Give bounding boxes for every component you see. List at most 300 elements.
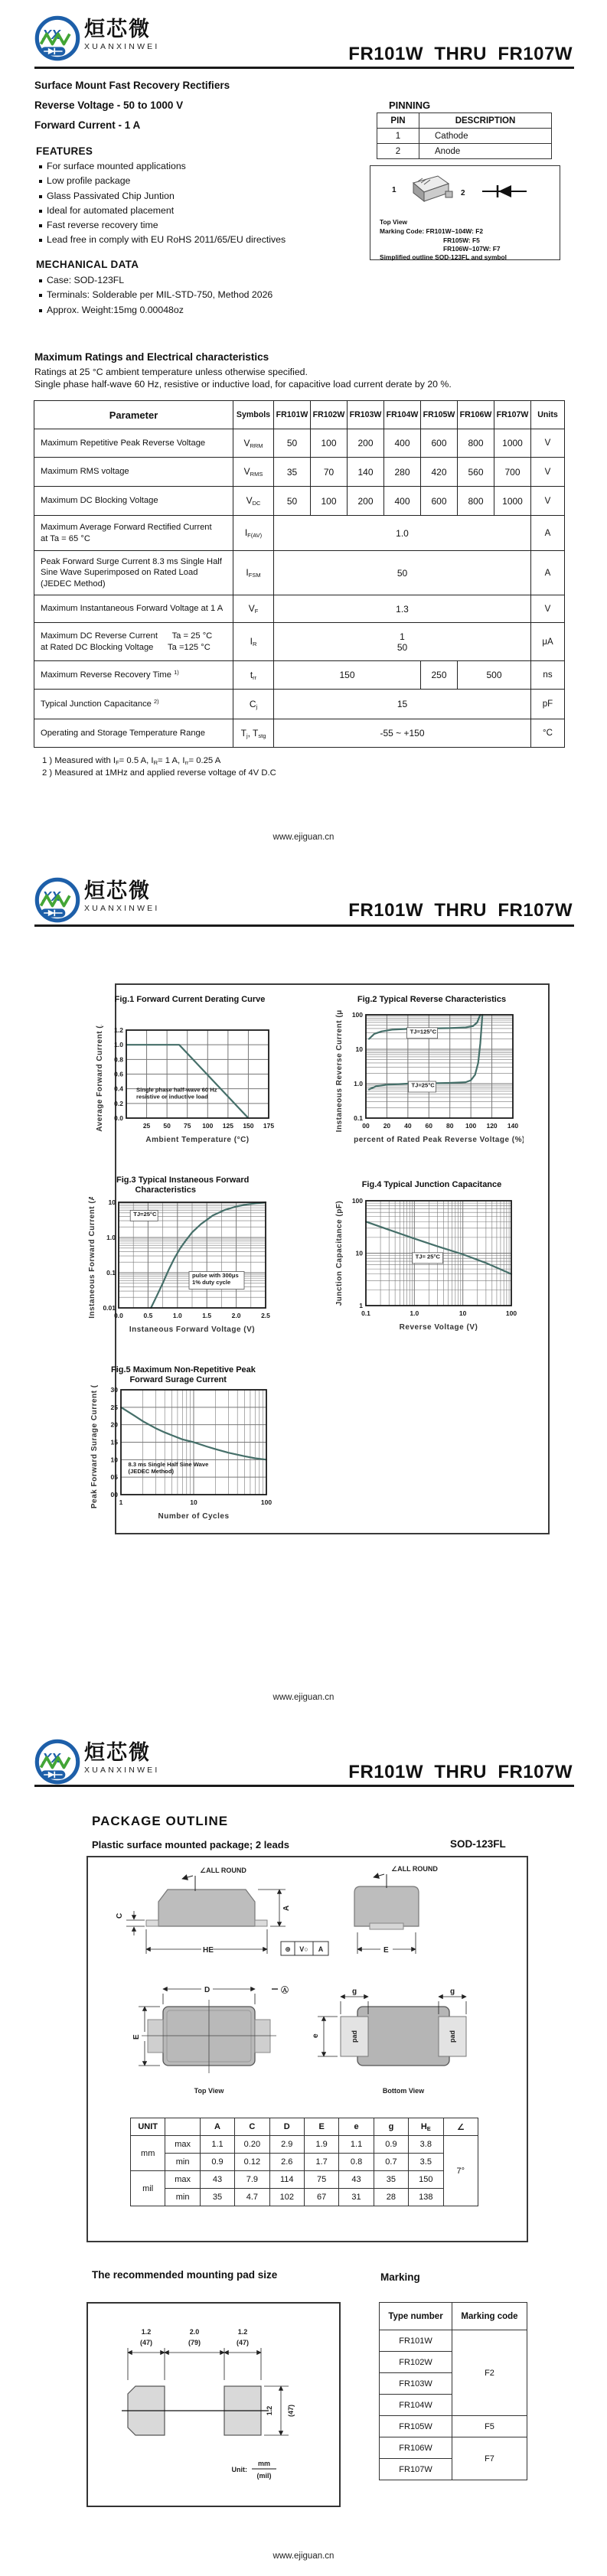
- svg-text:100: 100: [351, 1011, 363, 1019]
- pad-dim: 1.2: [266, 2405, 273, 2416]
- dim-value: 1.1: [200, 2136, 234, 2154]
- dim-row: [131, 2189, 478, 2206]
- dimension-table: [130, 2118, 478, 2206]
- ratings-value: 1000: [494, 429, 531, 458]
- svg-text:TJ=125°C: TJ=125°C: [410, 1028, 437, 1035]
- ratings-symbol: $V_{RRM}$: [233, 429, 274, 458]
- ratings-value: 420: [421, 458, 458, 487]
- svg-text:0.0: 0.0: [114, 1114, 123, 1122]
- fig2-svg: [334, 1009, 524, 1149]
- logo-monogram: XX: [42, 27, 61, 43]
- feature-item: For surface mounted applications: [38, 159, 286, 174]
- svg-text:100: 100: [465, 1122, 477, 1130]
- svg-text:10: 10: [190, 1498, 197, 1506]
- brand-name-cn: 烜芯微: [84, 879, 151, 902]
- ratings-col-header: Symbols: [233, 401, 274, 429]
- all-round-label: ∠ALL ROUND: [200, 1867, 246, 1874]
- marking-row: [380, 2330, 527, 2352]
- pin2-label: 2: [461, 189, 465, 197]
- pinning-row: [377, 129, 552, 144]
- dim-value: 114: [269, 2171, 304, 2189]
- dim-row: [131, 2171, 478, 2189]
- ratings-row: [34, 623, 565, 661]
- ratings-value: 1.3: [274, 595, 531, 623]
- ratings-value: 1.0: [274, 516, 531, 551]
- ratings-condition: Ratings at 25 °C ambient temperature unless otherwise specified.: [34, 367, 308, 377]
- logo-monogram: XX: [42, 1750, 61, 1766]
- brand-name-cn: 烜芯微: [84, 18, 151, 41]
- svg-text:10: 10: [110, 1456, 118, 1464]
- svg-text:1.5: 1.5: [202, 1312, 212, 1319]
- tolerance-cell: V○: [299, 1945, 308, 1953]
- ratings-value: 140: [348, 458, 384, 487]
- dim-E-label: E: [132, 2034, 141, 2040]
- ratings-unit: V: [531, 429, 565, 458]
- mechanical-item: Approx. Weight:15mg 0.00048oz: [38, 303, 272, 318]
- bottom-view-caption: Bottom View: [382, 2087, 425, 2095]
- svg-text:15: 15: [110, 1438, 118, 1446]
- dim-E-label: E: [383, 1946, 389, 1955]
- package-3d-icon: [403, 172, 453, 206]
- mechanical-item: Terminals: Solderable per MIL-STD-750, Method 2026: [38, 288, 272, 302]
- dim-value: 138: [409, 2189, 443, 2206]
- svg-text:10: 10: [355, 1249, 363, 1257]
- svg-text:1: 1: [119, 1498, 123, 1506]
- feature-item: Ideal for automated placement: [38, 204, 286, 218]
- mechanical-list: [38, 273, 272, 318]
- ratings-value: 600: [421, 487, 458, 516]
- ratings-symbol: $I_R$: [233, 623, 274, 661]
- fig5-xlabel: Number of Cycles: [158, 1512, 230, 1521]
- pinning-col-header: DESCRIPTION: [419, 113, 552, 129]
- ratings-symbol: $V_{RMS}$: [233, 458, 274, 487]
- pinning-heading: PINNING: [389, 99, 431, 111]
- svg-text:1.2: 1.2: [114, 1026, 123, 1034]
- dim-minmax: max: [165, 2136, 200, 2154]
- svg-text:0.01: 0.01: [103, 1304, 116, 1312]
- package-outline-box: [86, 1856, 528, 2242]
- svg-text:0.8: 0.8: [114, 1055, 123, 1064]
- dim-value: 150: [409, 2171, 443, 2189]
- svg-text:10: 10: [355, 1045, 363, 1053]
- doc-title: FR101W THRU FR107W: [348, 1762, 573, 1782]
- ratings-symbol: $I_{FSM}$: [233, 551, 274, 595]
- dim-unit: mil: [131, 2171, 165, 2206]
- pinning-cell: Cathode: [419, 129, 552, 144]
- pad-dim-mil: (47): [139, 2339, 153, 2346]
- dim-value: 0.7: [374, 2154, 408, 2171]
- ratings-parameter: Maximum Reverse Recovery Time $^{1)}$: [34, 661, 233, 690]
- ratings-unit: A: [531, 516, 565, 551]
- dim-value: 28: [374, 2189, 408, 2206]
- ratings-symbol: $T_j$, $T_{stg}$: [233, 719, 274, 748]
- svg-text:25: 25: [142, 1122, 151, 1130]
- dim-value: 67: [304, 2189, 338, 2206]
- ratings-value: 50: [274, 551, 531, 595]
- dim-value: 35: [200, 2189, 234, 2206]
- unit-label: Unit:: [231, 2466, 247, 2473]
- svg-text:0.1: 0.1: [354, 1114, 363, 1122]
- ratings-col-header: Units: [531, 401, 565, 429]
- svg-text:10: 10: [108, 1198, 116, 1206]
- fig4-title: Fig.4 Typical Junction Capacitance: [361, 1180, 502, 1189]
- footnote-1: 1 ) Measured with $I_F= 0.5$ A, $I_R= 1$ A, $I_{rr}= 0.25$ A: [42, 756, 221, 766]
- header-rule: [34, 67, 574, 69]
- dim-value: 1.1: [339, 2136, 374, 2154]
- package-subheading: Plastic surface mounted package; 2 leads: [92, 1839, 289, 1850]
- svg-text:75: 75: [183, 1122, 191, 1130]
- ratings-symbol: $I_{F(AV)}$: [233, 516, 274, 551]
- brand-logo: [34, 1739, 160, 1786]
- pin1-label: 1: [392, 186, 397, 194]
- ratings-col-header: FR102W: [311, 401, 348, 429]
- dim-col-header: [165, 2118, 200, 2136]
- ratings-row: [34, 487, 565, 516]
- dim-col-header: A: [200, 2118, 234, 2136]
- svg-text:125: 125: [222, 1122, 233, 1130]
- pad-dim: 2.0: [189, 2328, 200, 2336]
- dim-col-header: E: [304, 2118, 338, 2136]
- ratings-col-header: FR107W: [494, 401, 531, 429]
- dim-value: 31: [339, 2189, 374, 2206]
- ratings-condition: Single phase half-wave 60 Hz, resistive or inductive load, for capacitive load current derate by 20 %.: [34, 379, 452, 390]
- ratings-value: 700: [494, 458, 531, 487]
- mounting-pad-box: [86, 2302, 341, 2507]
- feature-item: Low profile package: [38, 174, 286, 188]
- feature-item: Glass Passivated Chip Juntion: [38, 189, 286, 204]
- dim-value: 102: [269, 2189, 304, 2206]
- marking-code: F5: [452, 2416, 527, 2437]
- dim-g-label: g: [352, 1987, 357, 1996]
- svg-text:25: 25: [110, 1403, 118, 1411]
- marking-type: FR102W: [380, 2352, 452, 2373]
- pad-dim-mil: (47): [236, 2339, 250, 2346]
- fig3-curve-0: [151, 1202, 266, 1308]
- fig5-svg: [89, 1384, 277, 1525]
- svg-text:1% duty cycle: 1% duty cycle: [192, 1278, 231, 1286]
- ratings-symbol: $V_{DC}$: [233, 487, 274, 516]
- svg-text:2.5: 2.5: [261, 1312, 270, 1319]
- svg-text:1.0: 1.0: [106, 1234, 116, 1241]
- dim-value: 0.20: [235, 2136, 269, 2154]
- outline-note-box: [370, 165, 560, 260]
- ratings-symbol: $t_{rr}$: [233, 661, 274, 690]
- ratings-value: 100: [311, 429, 348, 458]
- pinning-cell: 1: [377, 129, 419, 144]
- unit-denominator: (mil): [256, 2472, 272, 2480]
- dim-value: 4.7: [235, 2189, 269, 2206]
- marking-col-header: Type number: [380, 2303, 452, 2330]
- dim-unit: mm: [131, 2136, 165, 2171]
- ratings-parameter: Maximum Repetitive Peak Reverse Voltage: [34, 429, 233, 458]
- ratings-unit: V: [531, 458, 565, 487]
- dim-value: 43: [339, 2171, 374, 2189]
- dim-D-label: D: [204, 1986, 210, 1994]
- pinning-table: [377, 112, 552, 159]
- marking-code-note: FR105W: F5: [443, 236, 480, 244]
- dim-value: 43: [200, 2171, 234, 2189]
- outline-caption: Simplified outline SOD-123FL and symbol: [380, 253, 507, 261]
- ratings-table: [34, 400, 565, 748]
- pad-dim: 1.2: [141, 2328, 152, 2336]
- ratings-value: 800: [458, 487, 494, 516]
- svg-text:50: 50: [163, 1122, 171, 1130]
- svg-text:20: 20: [110, 1420, 118, 1429]
- subtitle-line: Forward Current - 1 A: [34, 119, 141, 131]
- svg-text:40: 40: [404, 1122, 412, 1130]
- marking-code-note: FR106W~107W: F7: [443, 245, 501, 253]
- fig3-title: Fig.3 Typical Instaneous Forward Characteristics: [116, 1176, 250, 1195]
- header-rule: [34, 924, 574, 927]
- dim-value: 0.9: [374, 2136, 408, 2154]
- footer-url: www.ejiguan.cn: [272, 833, 335, 842]
- ratings-col-header: FR103W: [348, 401, 384, 429]
- ratings-parameter: Maximum Average Forward Rectified Current at Ta = 65 °C: [34, 516, 233, 551]
- pad-dim-mil: (79): [188, 2339, 201, 2346]
- svg-text:120: 120: [486, 1122, 498, 1130]
- fig1-ylabel: Average Forward Current (A): [96, 1025, 104, 1132]
- features-list: [38, 159, 286, 248]
- svg-text:0.1: 0.1: [106, 1269, 116, 1277]
- package-outline-drawing: [88, 1857, 527, 2116]
- logo-monogram: XX: [42, 889, 61, 904]
- brand-logo: [34, 15, 160, 63]
- marking-row: [380, 2437, 527, 2459]
- ratings-symbol: $V_F$: [233, 595, 274, 623]
- svg-text:0.6: 0.6: [114, 1070, 123, 1078]
- page-2: [0, 872, 607, 1737]
- dim-col-header: C: [235, 2118, 269, 2136]
- dim-minmax: min: [165, 2189, 200, 2206]
- dim-value: 75: [304, 2171, 338, 2189]
- page-1: [0, 0, 607, 872]
- ratings-value: 250: [421, 661, 458, 690]
- tolerance-cell: A: [318, 1945, 324, 1953]
- marking-row: [380, 2416, 527, 2437]
- svg-text:2.0: 2.0: [231, 1312, 241, 1319]
- ratings-row: [34, 429, 565, 458]
- svg-text:0.0: 0.0: [114, 1312, 123, 1319]
- svg-text:resistive or inductive load: resistive or inductive load: [136, 1093, 208, 1101]
- pad-dim: 1.2: [237, 2328, 248, 2336]
- svg-text:80: 80: [445, 1122, 454, 1130]
- ratings-row: [34, 661, 565, 690]
- xxw-logo-icon: [34, 877, 80, 924]
- pinning-cell: 2: [377, 144, 419, 159]
- fig5-chart: [89, 1384, 277, 1529]
- ratings-symbol: $C_j$: [233, 690, 274, 719]
- fig4-svg: [334, 1195, 522, 1336]
- mechanical-item: Case: SOD-123FL: [38, 273, 272, 288]
- dim-col-header: D: [269, 2118, 304, 2136]
- xxw-logo-icon: [34, 15, 80, 63]
- feature-item: Lead free in comply with EU RoHS 2011/65/EU directives: [38, 233, 286, 247]
- dim-HE-label: HE: [203, 1946, 214, 1955]
- ratings-value: 500: [458, 661, 531, 690]
- svg-text:175: 175: [263, 1122, 275, 1130]
- dim-value: 3.5: [409, 2154, 443, 2171]
- xxw-logo-icon: [34, 1739, 80, 1786]
- footer-url: www.ejiguan.cn: [272, 2552, 335, 2561]
- dim-value: 0.8: [339, 2154, 374, 2171]
- fig1-chart: [94, 1025, 279, 1153]
- dim-col-header: e: [339, 2118, 374, 2136]
- tolerance-cell: ⊕: [285, 1945, 291, 1953]
- brand-name-en: XUANXINWEI: [84, 903, 160, 913]
- ratings-unit: V: [531, 487, 565, 516]
- brand-logo: [34, 877, 160, 924]
- fig2-title: Fig.2 Typical Reverse Characteristics: [357, 995, 507, 1004]
- ratings-value: 600: [421, 429, 458, 458]
- svg-text:1.0: 1.0: [114, 1041, 123, 1049]
- svg-text:0.4: 0.4: [114, 1084, 123, 1093]
- feature-item: Fast reverse recovery time: [38, 218, 286, 233]
- ratings-row: [34, 719, 565, 748]
- dim-minmax: min: [165, 2154, 200, 2171]
- dim-col-header: ∠: [443, 2118, 478, 2136]
- fig3-svg: [86, 1197, 276, 1339]
- footnote-2: 2 ) Measured at 1MHz and applied reverse voltage of 4V D.C: [42, 768, 276, 778]
- fig1-xlabel: Ambient Temperature (°C): [145, 1136, 250, 1144]
- fig4-curve-0: [366, 1221, 511, 1274]
- brand-name-en: XUANXINWEI: [84, 1765, 160, 1775]
- ratings-parameter: Maximum DC Blocking Voltage: [34, 487, 233, 516]
- fig4-ylabel: Junction Capacitance (pF): [335, 1200, 344, 1306]
- pad-label: pad: [351, 2030, 358, 2043]
- svg-text:100: 100: [351, 1197, 363, 1205]
- dim-value: 2.6: [269, 2154, 304, 2171]
- svg-text:TJ= 25°C: TJ= 25°C: [415, 1253, 440, 1260]
- marking-type: FR105W: [380, 2416, 452, 2437]
- ratings-parameter: Typical Junction Capacitance $^{2)}$: [34, 690, 233, 719]
- ratings-value: 35: [274, 458, 311, 487]
- all-round-label: ∠ALL ROUND: [391, 1865, 438, 1873]
- marking-type: FR106W: [380, 2437, 452, 2459]
- mounting-pad-drawing: [88, 2304, 339, 2506]
- fig3-xlabel: Instaneous Forward Voltage (V): [129, 1325, 256, 1334]
- dim-row: [131, 2154, 478, 2171]
- svg-text:0.5: 0.5: [143, 1312, 153, 1319]
- marking-heading: Marking: [380, 2271, 420, 2283]
- ratings-value: 100: [311, 487, 348, 516]
- ratings-row: [34, 551, 565, 595]
- ratings-value: 280: [384, 458, 421, 487]
- marking-type: FR101W: [380, 2330, 452, 2352]
- ratings-value: 150: [274, 661, 421, 690]
- ratings-row: [34, 690, 565, 719]
- fig2-curve-1: [369, 1015, 482, 1090]
- ratings-unit: °C: [531, 719, 565, 748]
- pinning-cell: Anode: [419, 144, 552, 159]
- diode-symbol-icon: [482, 183, 527, 200]
- ratings-unit: pF: [531, 690, 565, 719]
- svg-text:150: 150: [243, 1122, 254, 1130]
- ratings-row: [34, 458, 565, 487]
- svg-text:1.0: 1.0: [354, 1080, 363, 1087]
- svg-text:0.1: 0.1: [361, 1309, 370, 1317]
- footer-url: www.ejiguan.cn: [272, 1693, 335, 1702]
- fig5-ylabel: Peak Forward Surage Current (A): [90, 1384, 99, 1509]
- top-view-note: Top View: [380, 218, 407, 226]
- fig1-title: Fig.1 Forward Current Derating Curve: [114, 995, 266, 1004]
- marking-type: FR103W: [380, 2373, 452, 2395]
- package-case-name: SOD-123FL: [450, 1838, 506, 1850]
- ratings-value: 400: [384, 429, 421, 458]
- svg-text:00: 00: [362, 1122, 370, 1130]
- svg-text:(JEDEC Method): (JEDEC Method): [128, 1468, 174, 1475]
- ratings-col-header: Parameter: [34, 401, 233, 429]
- fig2-xlabel: percent of Rated Peak Reverse Voltage (%): [354, 1136, 524, 1144]
- ratings-col-header: FR104W: [384, 401, 421, 429]
- ratings-parameter: Operating and Storage Temperature Range: [34, 719, 233, 748]
- ratings-unit: V: [531, 595, 565, 623]
- subtitle-line: Surface Mount Fast Recovery Rectifiers: [34, 80, 230, 91]
- dim-value: 35: [374, 2171, 408, 2189]
- ratings-col-header: FR106W: [458, 401, 494, 429]
- fig1-svg: [94, 1025, 279, 1149]
- ratings-unit: μA: [531, 623, 565, 661]
- svg-text:TJ=25°C: TJ=25°C: [133, 1210, 157, 1218]
- dim-C-label: C: [116, 1912, 124, 1919]
- dim-value: 2.9: [269, 2136, 304, 2154]
- dim-value: 7.9: [235, 2171, 269, 2189]
- svg-text:20: 20: [383, 1122, 391, 1130]
- svg-text:8.3 ms Single Half Sine Wave: 8.3 ms Single Half Sine Wave: [128, 1461, 209, 1469]
- marking-code: F2: [452, 2330, 527, 2416]
- page-3: [0, 1737, 607, 2576]
- svg-text:100: 100: [202, 1122, 214, 1130]
- svg-text:30: 30: [110, 1386, 118, 1394]
- mechanical-heading: MECHANICAL DATA: [36, 259, 139, 270]
- ratings-value: 1 50: [274, 623, 531, 661]
- ratings-row: [34, 516, 565, 551]
- dim-e-label: e: [312, 2033, 320, 2038]
- top-view-caption: Top View: [194, 2087, 224, 2095]
- ratings-value: 560: [458, 458, 494, 487]
- marking-type: FR104W: [380, 2395, 452, 2416]
- svg-text:140: 140: [507, 1122, 519, 1130]
- ratings-parameter: Maximum RMS voltage: [34, 458, 233, 487]
- svg-text:60: 60: [425, 1122, 433, 1130]
- dim-header-row: [131, 2118, 478, 2136]
- marking-type: FR107W: [380, 2459, 452, 2480]
- dim-col-header: $H_E$: [409, 2118, 443, 2136]
- svg-text:100: 100: [260, 1498, 272, 1506]
- svg-text:0.2: 0.2: [114, 1099, 123, 1107]
- unit-numerator: mm: [257, 2460, 271, 2467]
- dim-col-header: g: [374, 2118, 408, 2136]
- doc-title: FR101W THRU FR107W: [348, 900, 573, 921]
- ratings-parameter: Maximum DC Reverse Current Ta = 25 °C at Rated DC Blocking Voltage Ta =125 °C: [34, 623, 233, 661]
- ratings-value: 1000: [494, 487, 531, 516]
- pinning-row: [377, 144, 552, 159]
- subtitle-line: Reverse Voltage - 50 to 1000 V: [34, 99, 184, 111]
- marking-code: F7: [452, 2437, 527, 2480]
- header-rule: [34, 1785, 574, 1787]
- fig3-chart: [86, 1197, 276, 1342]
- ratings-unit: ns: [531, 661, 565, 690]
- dim-minmax: max: [165, 2171, 200, 2189]
- svg-text:TJ=25°C: TJ=25°C: [411, 1081, 435, 1089]
- ratings-col-header: FR105W: [421, 401, 458, 429]
- ratings-parameter: Peak Forward Surge Current 8.3 ms Single Half Sine Wave Superimposed on Rated Load (JEDEC Method): [34, 551, 233, 595]
- dim-g-label: g: [450, 1987, 455, 1996]
- ratings-value: -55 ~ +150: [274, 719, 531, 748]
- dim-value: 3.8: [409, 2136, 443, 2154]
- datum-A-label: Ⓐ: [281, 1987, 289, 1995]
- brand-name-cn: 烜芯微: [84, 1741, 151, 1764]
- dim-value: 0.12: [235, 2154, 269, 2171]
